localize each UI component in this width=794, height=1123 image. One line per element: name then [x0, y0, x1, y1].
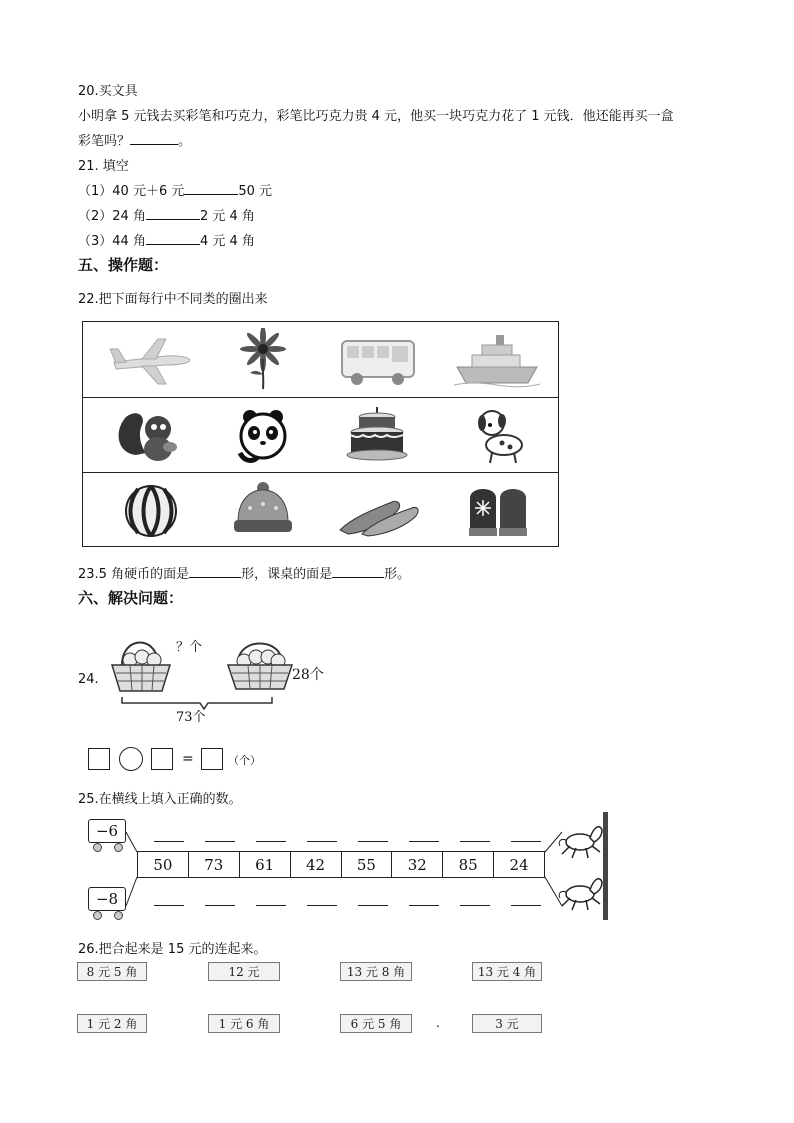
right-basket-icon — [228, 644, 292, 690]
answer-blank[interactable] — [205, 905, 235, 906]
train-number: 55 — [342, 852, 393, 877]
money-card[interactable]: 8 元 5 角 — [77, 962, 147, 981]
q20-text-line2: 彩笔吗？ 。 — [78, 134, 192, 149]
train-number: 73 — [189, 852, 240, 877]
train-number: 24 — [509, 855, 529, 874]
q20-text: 小明拿 5 元钱去买彩笔和巧克力，彩笔比巧克力贵 4 元，他买一块巧克力花了 1 元钱．他还能再买一盒 — [78, 109, 674, 124]
bus-icon[interactable] — [327, 326, 427, 392]
answer-blank[interactable] — [256, 841, 286, 842]
money-card[interactable]: 13 元 8 角 — [340, 962, 412, 981]
answer-blank[interactable] — [409, 841, 439, 842]
panda-icon[interactable] — [213, 402, 313, 468]
grid-row — [83, 472, 558, 548]
answer-blank[interactable] — [358, 841, 388, 842]
money-card[interactable]: 1 元 6 角 — [208, 1014, 280, 1033]
train-number: 50 — [138, 852, 189, 877]
left-basket-icon — [112, 643, 170, 692]
answer-blank[interactable] — [358, 905, 388, 906]
q21-item-3: （3）44 角 4 元 4 角 — [78, 234, 255, 249]
right-count-label: 28个 — [292, 667, 324, 683]
q20-title: 20.买文具 — [78, 84, 138, 99]
answer-blank[interactable] — [146, 207, 200, 220]
answer-blank[interactable] — [332, 565, 384, 578]
answer-box[interactable] — [151, 748, 173, 770]
answer-blank[interactable] — [307, 841, 337, 842]
answer-blank[interactable] — [146, 232, 200, 245]
question-label: ？个 — [176, 640, 203, 655]
answer-blank[interactable] — [189, 565, 241, 578]
horse-icon — [556, 812, 608, 920]
answer-blank[interactable] — [409, 905, 439, 906]
wheel-icon — [114, 911, 123, 920]
unit-label: （个） — [228, 754, 261, 767]
total-label: 73个 — [176, 710, 206, 725]
hat-icon[interactable] — [213, 477, 313, 543]
cake-icon[interactable] — [327, 402, 427, 468]
grid-row — [83, 397, 558, 473]
q21-item-1: （1）40 元＋6 元 50 元 — [78, 184, 273, 199]
operator-circle[interactable] — [119, 747, 143, 771]
answer-blank[interactable] — [184, 182, 238, 195]
section-heading: 五、操作题： — [78, 256, 169, 274]
answer-blank[interactable] — [154, 905, 184, 906]
ship-icon[interactable] — [447, 326, 547, 392]
money-card[interactable]: 12 元 — [208, 962, 280, 981]
mittens-icon[interactable] — [447, 477, 547, 543]
q23-text: 23.5 角硬币的面是 形，课桌的面是 形。 — [78, 567, 411, 582]
answer-blank[interactable] — [460, 841, 490, 842]
shoes-icon[interactable] — [327, 477, 427, 543]
money-card[interactable]: 3 元 — [472, 1014, 542, 1033]
q22-title: 22.把下面每行中不同类的圈出来 — [78, 292, 268, 307]
q26-title: 26.把合起来是 15 元的连起来。 — [78, 942, 267, 957]
result-box[interactable] — [201, 748, 223, 770]
q21-item-2: （2）24 角 2 元 4 角 — [78, 209, 255, 224]
q24-number: 24. — [78, 672, 99, 687]
answer-blank[interactable] — [307, 905, 337, 906]
train-number: 85 — [443, 852, 494, 877]
wheel-icon — [93, 911, 102, 920]
watermelon-icon[interactable] — [101, 477, 201, 543]
money-card[interactable]: 1 元 2 角 — [77, 1014, 147, 1033]
squirrel-icon[interactable] — [101, 402, 201, 468]
top-operator-car: −6 — [88, 819, 126, 843]
answer-blank[interactable] — [460, 905, 490, 906]
money-card[interactable]: 13 元 4 角 — [472, 962, 542, 981]
picture-grid — [82, 321, 559, 547]
q25-title: 25.在横线上填入正确的数。 — [78, 792, 242, 807]
train-number: 32 — [392, 852, 443, 877]
train-number: 42 — [291, 852, 342, 877]
wheel-icon — [114, 843, 123, 852]
train-number: 61 — [240, 852, 291, 877]
grid-row — [83, 322, 558, 397]
q21-title: 21. 填空 — [78, 159, 129, 174]
dog-icon[interactable] — [447, 402, 547, 468]
wheel-icon — [93, 843, 102, 852]
airplane-icon[interactable] — [101, 326, 201, 392]
answer-blank[interactable] — [154, 841, 184, 842]
stray-dot: . — [436, 1016, 440, 1030]
equals-sign: = — [182, 751, 194, 767]
flower-icon[interactable] — [213, 326, 313, 392]
bottom-operator-car: −8 — [88, 887, 126, 911]
answer-blank[interactable] — [511, 905, 541, 906]
money-card[interactable]: 6 元 5 角 — [340, 1014, 412, 1033]
number-train — [137, 851, 545, 878]
answer-blank[interactable] — [130, 132, 178, 145]
answer-box[interactable] — [88, 748, 110, 770]
answer-blank[interactable] — [256, 905, 286, 906]
answer-blank[interactable] — [511, 841, 541, 842]
section-heading: 六、解决问题： — [78, 589, 184, 607]
answer-blank[interactable] — [205, 841, 235, 842]
